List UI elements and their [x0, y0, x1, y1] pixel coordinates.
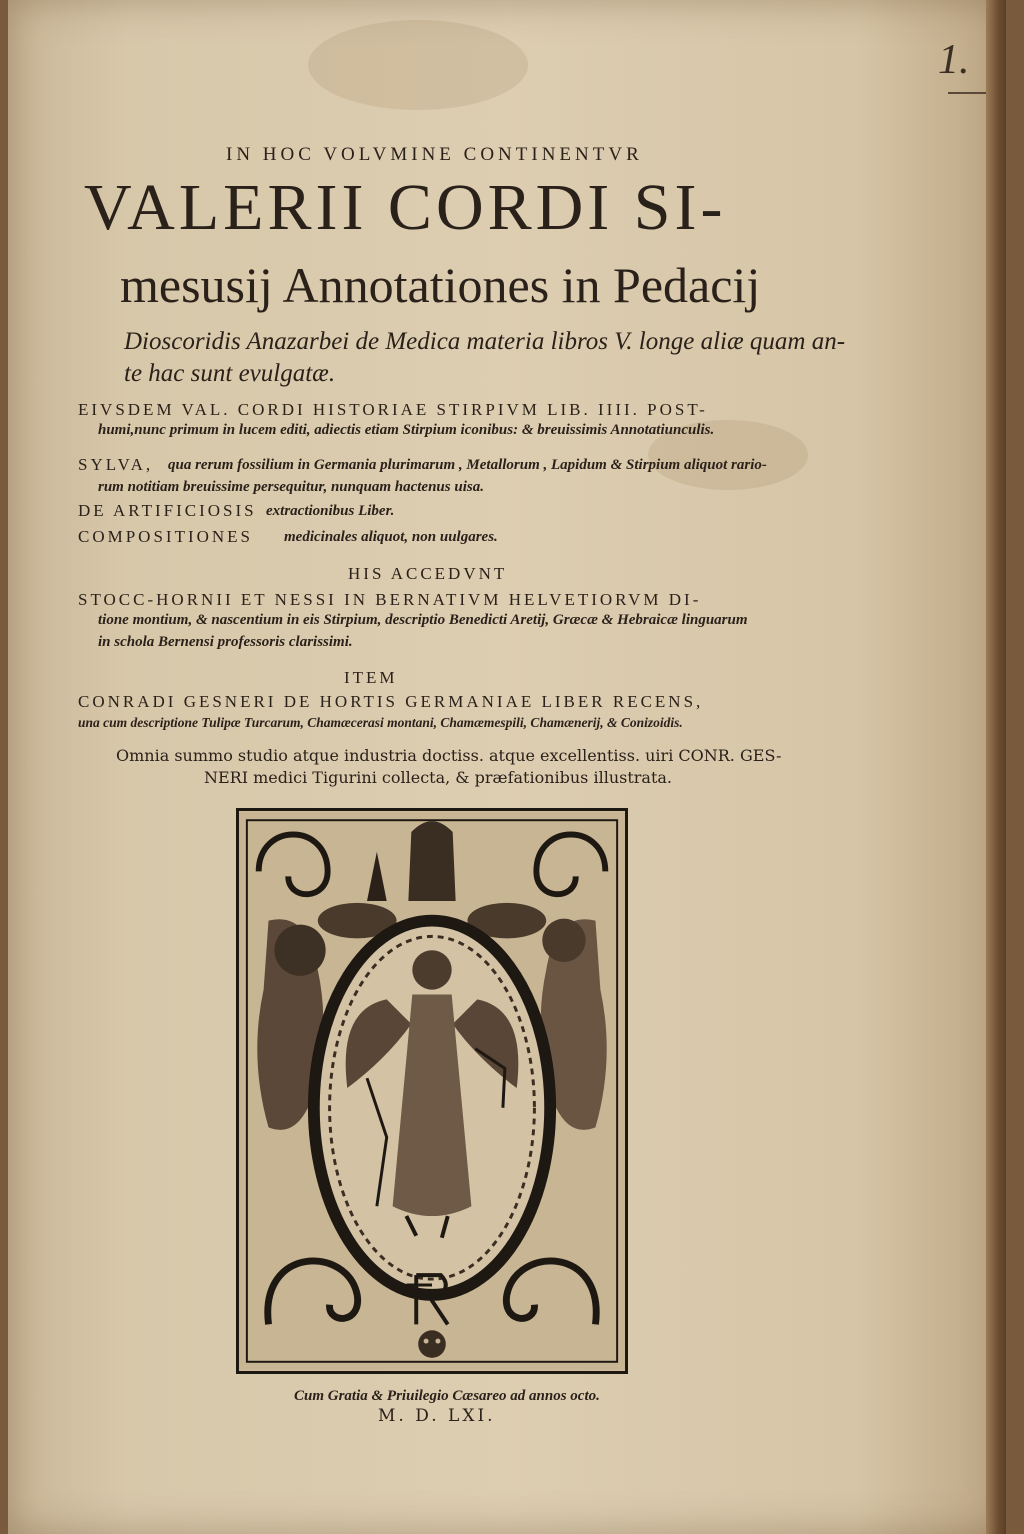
title-page	[8, 0, 1006, 1534]
accedunt-lead: STOCC-HORNII ET NESSI IN BERNATIVM HELVETIORVM DI-	[78, 590, 702, 609]
woodcut-illustration	[239, 811, 625, 1371]
imprint-privilege: Cum Gratia & Priuilegio Cæsareo ad annos octo.	[294, 1388, 600, 1404]
item-lead: CONRADI GESNERI DE HORTIS GERMANIAE LIBER RECENS,	[78, 692, 704, 711]
item-text: una cum descriptione Tulipæ Turcarum, Chamæcerasi montani, Chamæmespili, Chamænerij, & Conizoidis.	[78, 715, 683, 730]
entry-sylva-lead: SYLVA,	[78, 455, 154, 474]
page-edge	[986, 0, 1006, 1534]
paper-stain	[308, 20, 528, 110]
entry-artificiosis-text: extractionibus Liber.	[266, 503, 395, 519]
item-heading: ITEM	[344, 668, 398, 687]
title-author: VALERII CORDI SI-	[84, 171, 727, 244]
title-intro: IN HOC VOLVMINE CONTINENTVR	[226, 144, 643, 165]
entry-compositiones-lead: COMPOSITIONES	[78, 527, 254, 546]
folio-underline	[948, 92, 988, 94]
entry-historia-lead: EIVSDEM VAL. CORDI HISTORIAE STIRPIVM LIB. IIII. POST-	[78, 400, 708, 419]
accedunt-text: tione montium, & nascentium in eis Stirpium, descriptio Benedicti Aretij, Græcæ & Hebraicæ linguarum	[98, 612, 748, 628]
printers-device-woodcut	[236, 808, 628, 1374]
accedunt-text-cont: in schola Bernensi professoris clarissimi.	[98, 634, 353, 650]
title-subject-cont: te hac sunt evulgatæ.	[124, 360, 336, 387]
omnia-line-cont: NERI medici Tigurini collecta, & præfationibus illustrata.	[204, 768, 673, 787]
title-subject: Dioscoridis Anazarbei de Medica materia libros V. longe aliæ quam an-	[124, 328, 846, 355]
entry-sylva-text: qua rerum fossilium in Germania plurimarum , Metallorum , Lapidum & Stirpium aliquot rario-	[168, 457, 767, 473]
entry-compositiones-text: medicinales aliquot, non uulgares.	[284, 529, 498, 545]
omnia-line: Omnia summo studio atque industria doctiss. atque excellentiss. uiri CONR. GES-	[116, 746, 782, 765]
title-work: mesusij Annotationes in Pedacij	[120, 257, 761, 313]
folio-number: 1.	[938, 37, 970, 83]
imprint-year: M. D. LXI.	[378, 1406, 496, 1426]
accedunt-heading: HIS ACCEDVNT	[348, 564, 508, 583]
entry-artificiosis-lead: DE ARTIFICIOSIS	[78, 501, 257, 520]
entry-sylva-text-cont: rum notitiam breuissime persequitur, nunquam hactenus uisa.	[98, 479, 484, 495]
entry-historia-text: humi,nunc primum in lucem editi, adiectis etiam Stirpium iconibus: & breuissimis Annotatiunculis.	[98, 422, 715, 438]
